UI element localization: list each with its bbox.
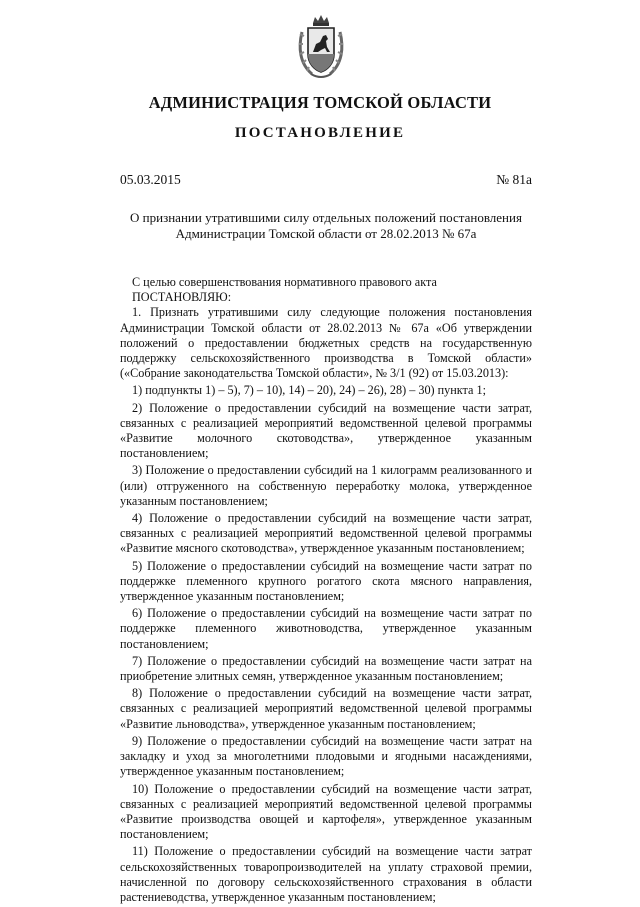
list-item: 5) Положение о предоставлении субсидий на возмещение части затрат по поддержке племенного крупного рогатого скота мясного направления, утвержденное указанным постановлением; [120,558,532,604]
document-type: ПОСТАНОВЛЕНИЕ [234,125,406,141]
document-number: № 81а [496,172,532,187]
list-item: 6) Положение о предоставлении субсидий на возмещение части затрат по поддержке племенного животноводства, утвержденное указанным постановлением; [120,606,532,651]
title-line-1: О признании утратившими силу отдельных положений постановления [130,210,522,225]
list-item: 9) Положение о предоставлении субсидий на возмещение части затрат на закладку и уход за многолетними плодовыми и ягодными насаждениями, утвержденное указанным постановлением; [120,733,532,779]
list-item: 4) Положение о предоставлении субсидий на возмещение части затрат, связанных с реализацией мероприятий ведомственной целевой программы «Развитие мясного скотоводства», утвержденное указанным постановлением; [120,511,532,556]
organization-name: АДМИНИСТРАЦИЯ ТОМСКОЙ ОБЛАСТИ [148,93,492,112]
coat-of-arms-icon [296,14,346,80]
list-item: 2) Положение о предоставлении субсидий на возмещение части затрат, связанных с реализацией мероприятий ведомственной целевой программы «Развитие молочного скотоводства», утвержденное указанным постановлением; [120,400,532,461]
title-line-2: Администрации Томской области от 28.02.2013 № 67а [175,226,477,241]
document-body [120,275,532,907]
resolve-heading: ПОСТАНОВЛЯЮ: [132,290,232,305]
document-date: 05.03.2015 [120,172,181,187]
document-title [120,210,532,242]
list-item: 10) Положение о предоставлении субсидий на возмещение части затрат, связанных с реализацией мероприятий ведомственной целевой программы «Развитие производства овощей и картофеля», утвержденное указанным постановлением; [120,781,532,842]
list-item: 1) подпункты 1) – 5), 7) – 10), 14) – 20), 24) – 26), 28) – 30) пункта 1; [132,383,486,398]
list-item: 11) Положение о предоставлении субсидий на возмещение части затрат сельскохозяйственных товаропроизводителей на уплату страховой премии, начисленной по договору сельскохозяйственного страхования в области растениеводства, утвержденное указанным постановлением; [120,844,532,904]
paragraph-1: 1. Признать утратившими силу следующие положения постановления Администрации Томской области от 28.02.2013 № 67а «Об утверждении положений о предоставлении бюджетных средств на государственную поддержку сельскохозяйственного производства в Томской области» («Собрание законодательства Томской области», № 3/1 (92) от 15.03.2013): [120,305,532,381]
list-item: 7) Положение о предоставлении субсидий на возмещение части затрат на приобретение элитных семян, утвержденное указанным постановлением; [120,653,532,684]
preamble: С целью совершенствования нормативного правового акта [132,275,437,289]
list-item: 3) Положение о предоставлении субсидий на 1 килограмм реализованного и (или) отгруженного на собственную переработку молока, утвержденное указанным постановлением; [120,463,532,508]
list-item: 8) Положение о предоставлении субсидий на возмещение части затрат, связанных с реализацией мероприятий ведомственной целевой программы «Развитие льноводства», утвержденное указанным постановлением; [120,686,532,731]
